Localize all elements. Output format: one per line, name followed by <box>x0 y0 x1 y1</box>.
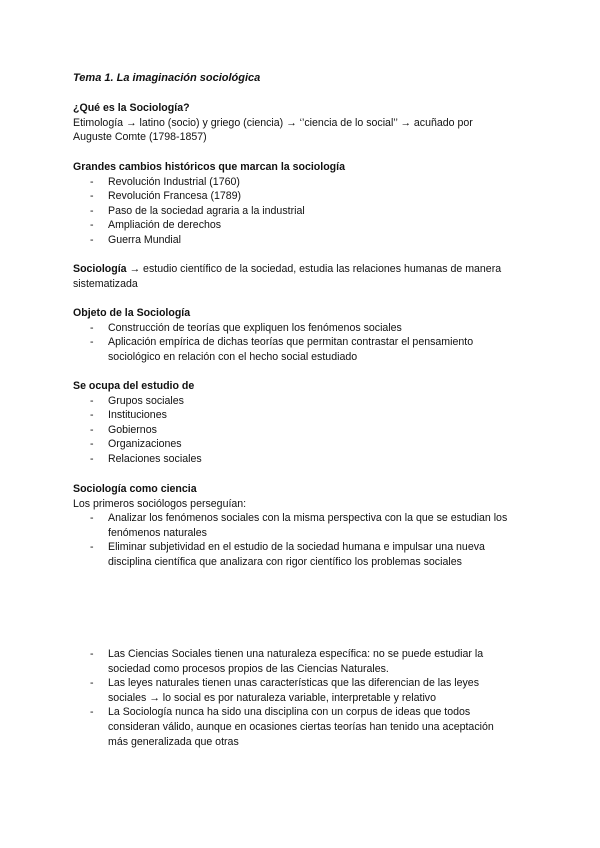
list-item: - Organizaciones <box>90 438 182 451</box>
list-item: - Aplicación empírica de dichas teorías que permitan contrastar el pensamiento sociológico en relación con el hecho social estudiado <box>90 336 474 363</box>
bullet-list <box>73 511 543 569</box>
section-what-is-sociology <box>73 101 543 145</box>
section-definition <box>73 262 543 291</box>
list-item: - Las Ciencias Sociales tienen una naturaleza específica: no se puede estudiar la sociedad como procesos propios de las Ciencias Naturales. <box>90 648 484 675</box>
list-item: - Eliminar subjetividad en el estudio de la sociedad humana e impulsar una nueva disciplina científica que analizara con rigor científico los problemas sociales <box>90 541 485 568</box>
bullet-list <box>73 175 543 248</box>
bullet-list <box>73 394 543 467</box>
bullet-list <box>73 321 543 365</box>
list-item: - Paso de la sociedad agraria a la industrial <box>90 204 305 217</box>
section-heading: ¿Qué es la Sociología? <box>73 102 190 114</box>
list-item: - Guerra Mundial <box>90 233 182 246</box>
page-title: Tema 1. La imaginación sociológica <box>73 72 261 84</box>
paragraph-line: Etimología → latino (socio) y griego (ciencia) → ‘’ciencia de lo social’’ → acuñado por <box>73 116 473 129</box>
section-heading: Se ocupa del estudio de <box>73 380 195 392</box>
list-item: - Revolución Francesa (1789) <box>90 190 242 203</box>
section-historical-changes <box>73 160 543 248</box>
list-item: - Grupos sociales <box>90 394 184 407</box>
list-item: - Relaciones sociales <box>90 452 202 465</box>
paragraph-line: Auguste Comte (1798-1857) <box>73 131 207 144</box>
paragraph-line: Los primeros sociólogos perseguían: <box>73 497 247 510</box>
list-item: - Analizar los fenómenos sociales con la misma perspectiva con la que se estudian los fenómenos naturales <box>90 512 508 539</box>
paragraph-line: Sociología → estudio científico de la sociedad, estudia las relaciones humanas de manera <box>73 263 502 275</box>
list-item: - Instituciones <box>90 409 167 422</box>
section-study-areas <box>73 379 543 467</box>
list-item: - Ampliación de derechos <box>90 219 222 232</box>
list-item: - Gobiernos <box>90 423 157 436</box>
list-item: - La Sociología nunca ha sido una disciplina con un corpus de ideas que todos consideran válido, aunque en ocasiones ciertas teorías han tenido una aceptación más generalizada que otras <box>90 706 494 748</box>
section-social-sciences-notes <box>73 647 543 749</box>
section-object <box>73 306 543 364</box>
defined-term: Sociología <box>73 263 127 275</box>
section-sociology-as-science <box>73 482 543 570</box>
paragraph-line: sistematizada <box>73 277 138 290</box>
list-item: - Construcción de teorías que expliquen los fenómenos sociales <box>90 321 402 334</box>
section-heading: Grandes cambios históricos que marcan la sociología <box>73 161 345 173</box>
list-item: - Revolución Industrial (1760) <box>90 175 240 188</box>
list-item: - Las leyes naturales tienen unas características que las diferencian de las leyes sociales → lo social es por naturaleza variable, interpretable y relativo <box>90 677 479 704</box>
section-heading: Objeto de la Sociología <box>73 307 191 319</box>
section-heading: Sociología como ciencia <box>73 483 197 495</box>
bullet-list <box>73 647 543 749</box>
